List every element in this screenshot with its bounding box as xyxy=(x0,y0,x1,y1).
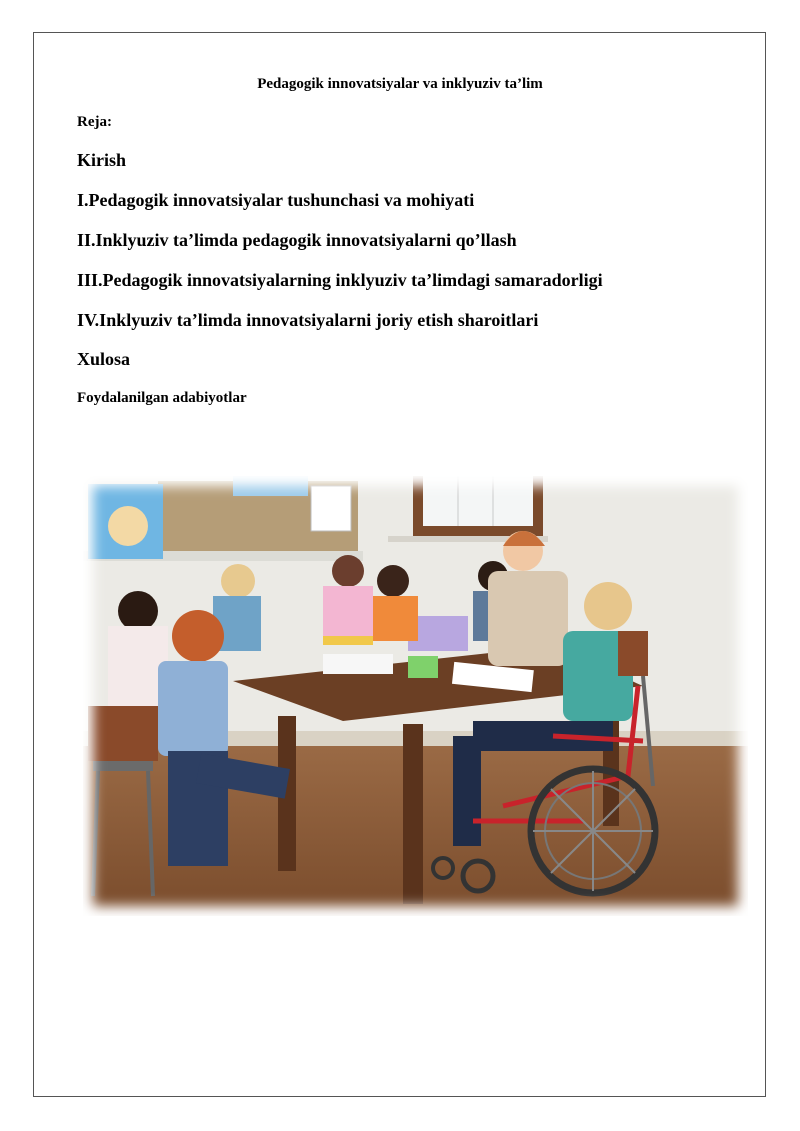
toc-item-references: Foydalanilgan adabiyotlar xyxy=(77,390,247,406)
toc-item-3: III.Pedagogik innovatsiyalarning inklyuziv ta’limdagi samaradorligi xyxy=(77,270,603,290)
toc-item-4: IV.Inklyuziv ta’limda innovatsiyalarni joriy etish sharoitlari xyxy=(77,310,539,330)
document-title: Pedagogik innovatsiyalar va inklyuziv ta’lim xyxy=(257,76,543,92)
toc-item-conclusion: Xulosa xyxy=(77,349,131,369)
classroom-photo xyxy=(83,476,748,916)
plan-label: Reja: xyxy=(77,114,112,130)
toc-item-2: II.Inklyuziv ta’limda pedagogik innovatsiyalarni qo’llash xyxy=(77,230,517,250)
toc-item-1: I.Pedagogik innovatsiyalar tushunchasi va mohiyati xyxy=(77,190,475,210)
toc-item-intro: Kirish xyxy=(77,150,127,170)
